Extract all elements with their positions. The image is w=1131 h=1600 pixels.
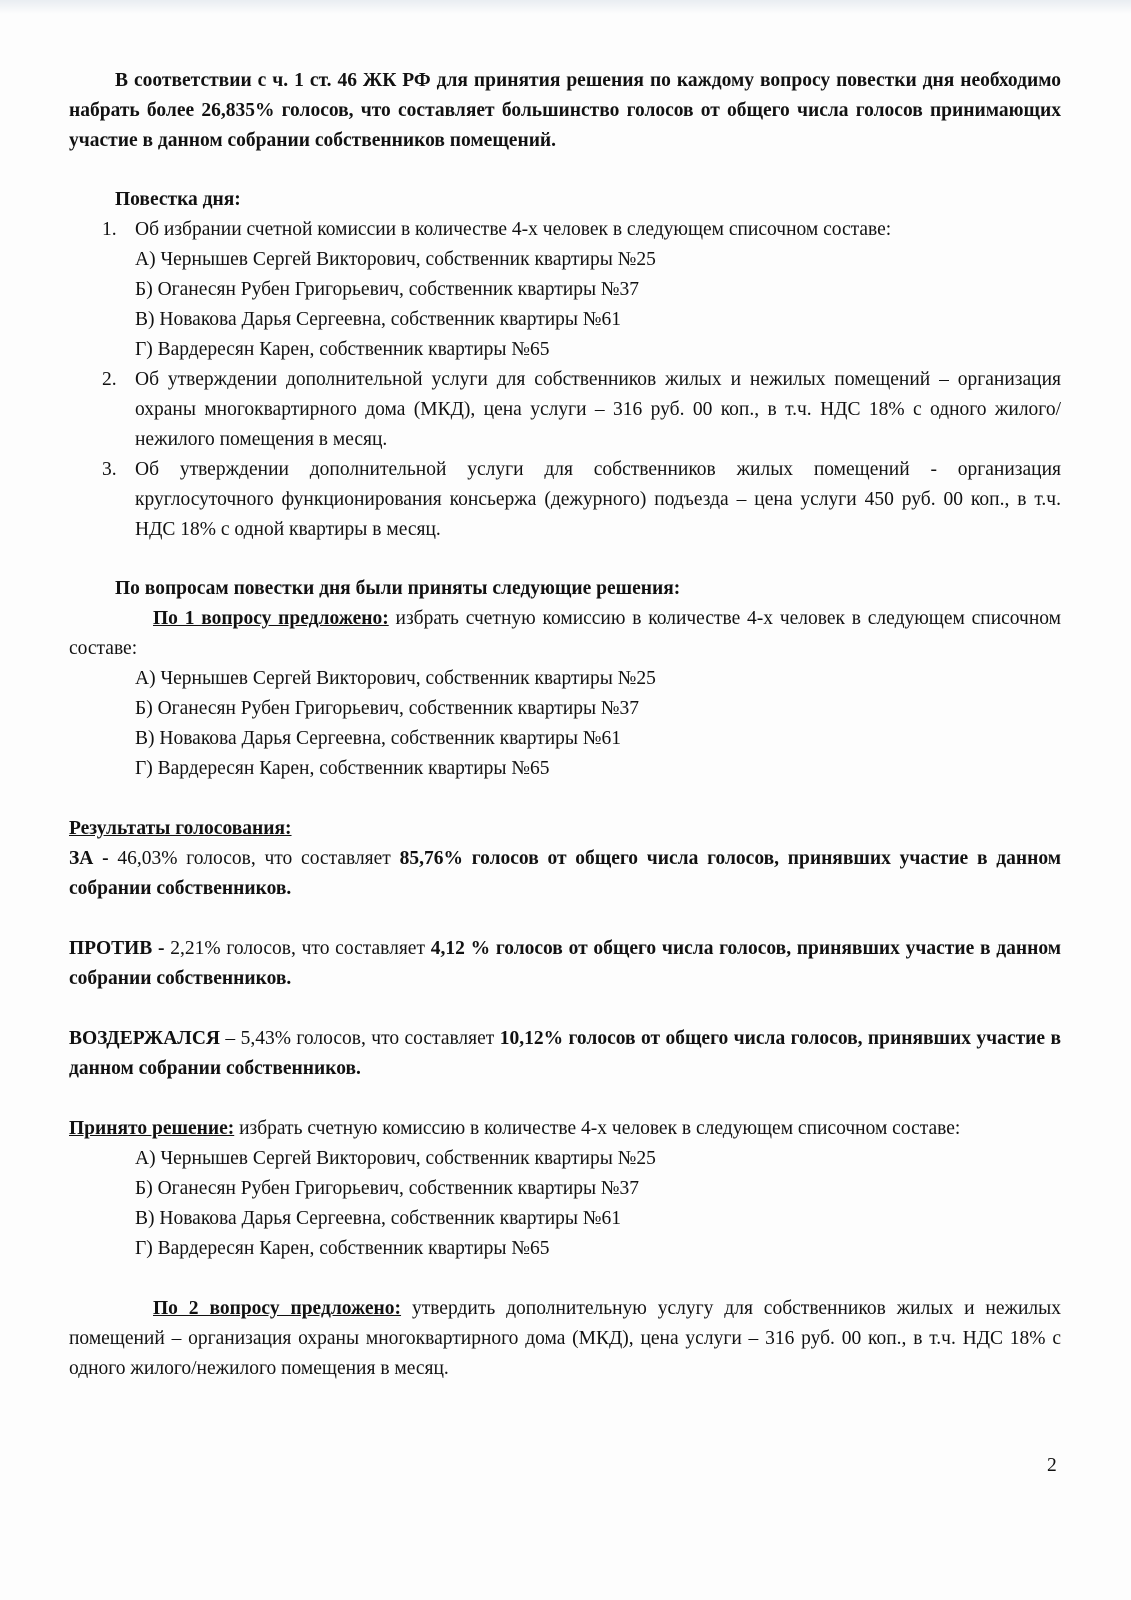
question-2-label: По 2 вопросу предложено: [153,1298,402,1319]
question-1-label: По 1 вопросу предложено: [153,608,389,629]
member-item: В) Новакова Дарья Сергеевна, собственник квартиры №61 [135,728,621,749]
result-vozd [69,1024,1061,1084]
result-protiv-text: 2,21% голосов, что составляет [164,938,431,959]
member-item: А) Чернышев Сергей Викторович, собственник квартиры №25 [135,249,656,270]
member-item: Б) Оганесян Рубен Григорьевич, собственник квартиры №37 [135,1178,640,1199]
agenda-members-list [69,245,1061,365]
document-body [69,66,1061,1384]
agenda-item-text: Об утверждении дополнительной услуги для собственников жилых и нежилых помещений – организация охраны многоквартирного дома (МКД), цена услуги – 316 руб. 00 коп., в т.ч. НДС 18% с одного жилого/нежилого помещения в месяц. [135,369,1061,450]
agenda-item-text: Об утверждении дополнительной услуги для собственников жилых помещений - организация круглосуточного функционирования консьержа (дежурного) подъезда – цена услуги 450 руб. 00 коп., в т.ч. НДС 18% с одной квартиры в месяц. [135,459,1061,540]
page-number: 2 [1047,1455,1057,1476]
agenda-item-2 [69,365,1061,455]
result-vozd-text: – 5,43% голосов, что составляет [219,1028,500,1049]
agenda-list-cont [69,365,1061,545]
member-item: Г) Вардересян Карен, собственник квартиры №65 [135,758,550,779]
result-za-bold: 85,76% голосов от общего числа голосов, принявших участие в данном собрании собственников. [69,848,1062,899]
accepted-decision-text: избрать счетную комиссию в количестве 4-х человек в следующем списочном составе: [234,1118,961,1139]
accepted-decision-label: Принято решение: [69,1118,235,1139]
question-2-text: утвердить дополнительную услугу для собственников жилых и нежилых помещений – организация охраны многоквартирного дома (МКД), цена услуги – 316 руб. 00 коп., в т.ч. НДС 18% с одного жилого/нежилого помещения в месяц. [69,1298,1061,1379]
agenda-item-number: 2. [102,369,117,390]
question-2-paragraph [69,1294,1061,1384]
scan-top-edge [0,0,1131,14]
agenda-list [69,215,1061,245]
member-item: Б) Оганесян Рубен Григорьевич, собственник квартиры №37 [135,698,640,719]
member-item: В) Новакова Дарья Сергеевна, собственник квартиры №61 [135,309,621,330]
result-za-label: ЗА - [69,848,109,869]
member-item: А) Чернышев Сергей Викторович, собственник квартиры №25 [135,668,656,689]
result-vozd-label: ВОЗДЕРЖАЛСЯ [69,1028,220,1049]
agenda-item-text: Об избрании счетной комиссии в количестве 4-х человек в следующем списочном составе: [135,219,892,240]
intro-paragraph: В соответствии с ч. 1 ст. 46 ЖК РФ для принятия решения по каждому вопросу повестки дня необходимо набрать более 26,835% голосов, что составляет большинство голосов от общего числа голосов принимающих участие в данном собрании собственников помещений. [69,70,1061,151]
result-za-text: 46,03% голосов, что составляет [108,848,400,869]
result-protiv-label: ПРОТИВ - [69,938,165,959]
agenda-item-number: 3. [102,459,117,480]
question-1-members-list [69,664,1061,784]
member-item: Г) Вардересян Карен, собственник квартиры №65 [135,1238,550,1259]
member-item: В) Новакова Дарья Сергеевна, собственник квартиры №61 [135,1208,621,1229]
member-item: Г) Вардересян Карен, собственник квартиры №65 [135,339,550,360]
results-heading: Результаты голосования: [69,818,292,839]
accepted-members-list [69,1144,1061,1264]
question-1-text: избрать счетную комиссию в количестве 4-х человек в следующем списочном составе: [69,608,1061,659]
decisions-heading: По вопросам повестки дня были приняты следующие решения: [115,578,681,599]
member-item: Б) Оганесян Рубен Григорьевич, собственник квартиры №37 [135,279,640,300]
result-vozd-bold: 10,12% голосов от общего числа голосов, принявших участие в данном собрании собственников. [69,1028,1062,1079]
agenda-item-number: 1. [102,219,117,240]
member-item: А) Чернышев Сергей Викторович, собственник квартиры №25 [135,1148,656,1169]
result-protiv [69,934,1061,994]
agenda-heading: Повестка дня: [115,189,241,210]
question-1-paragraph [69,604,1061,664]
accepted-decision-paragraph [69,1114,1061,1144]
result-za [69,844,1061,904]
agenda-item-1 [69,215,1061,245]
result-protiv-bold: 4,12 % голосов от общего числа голосов, принявших участие в данном собрании собственников. [69,938,1062,989]
agenda-item-3 [69,455,1061,545]
